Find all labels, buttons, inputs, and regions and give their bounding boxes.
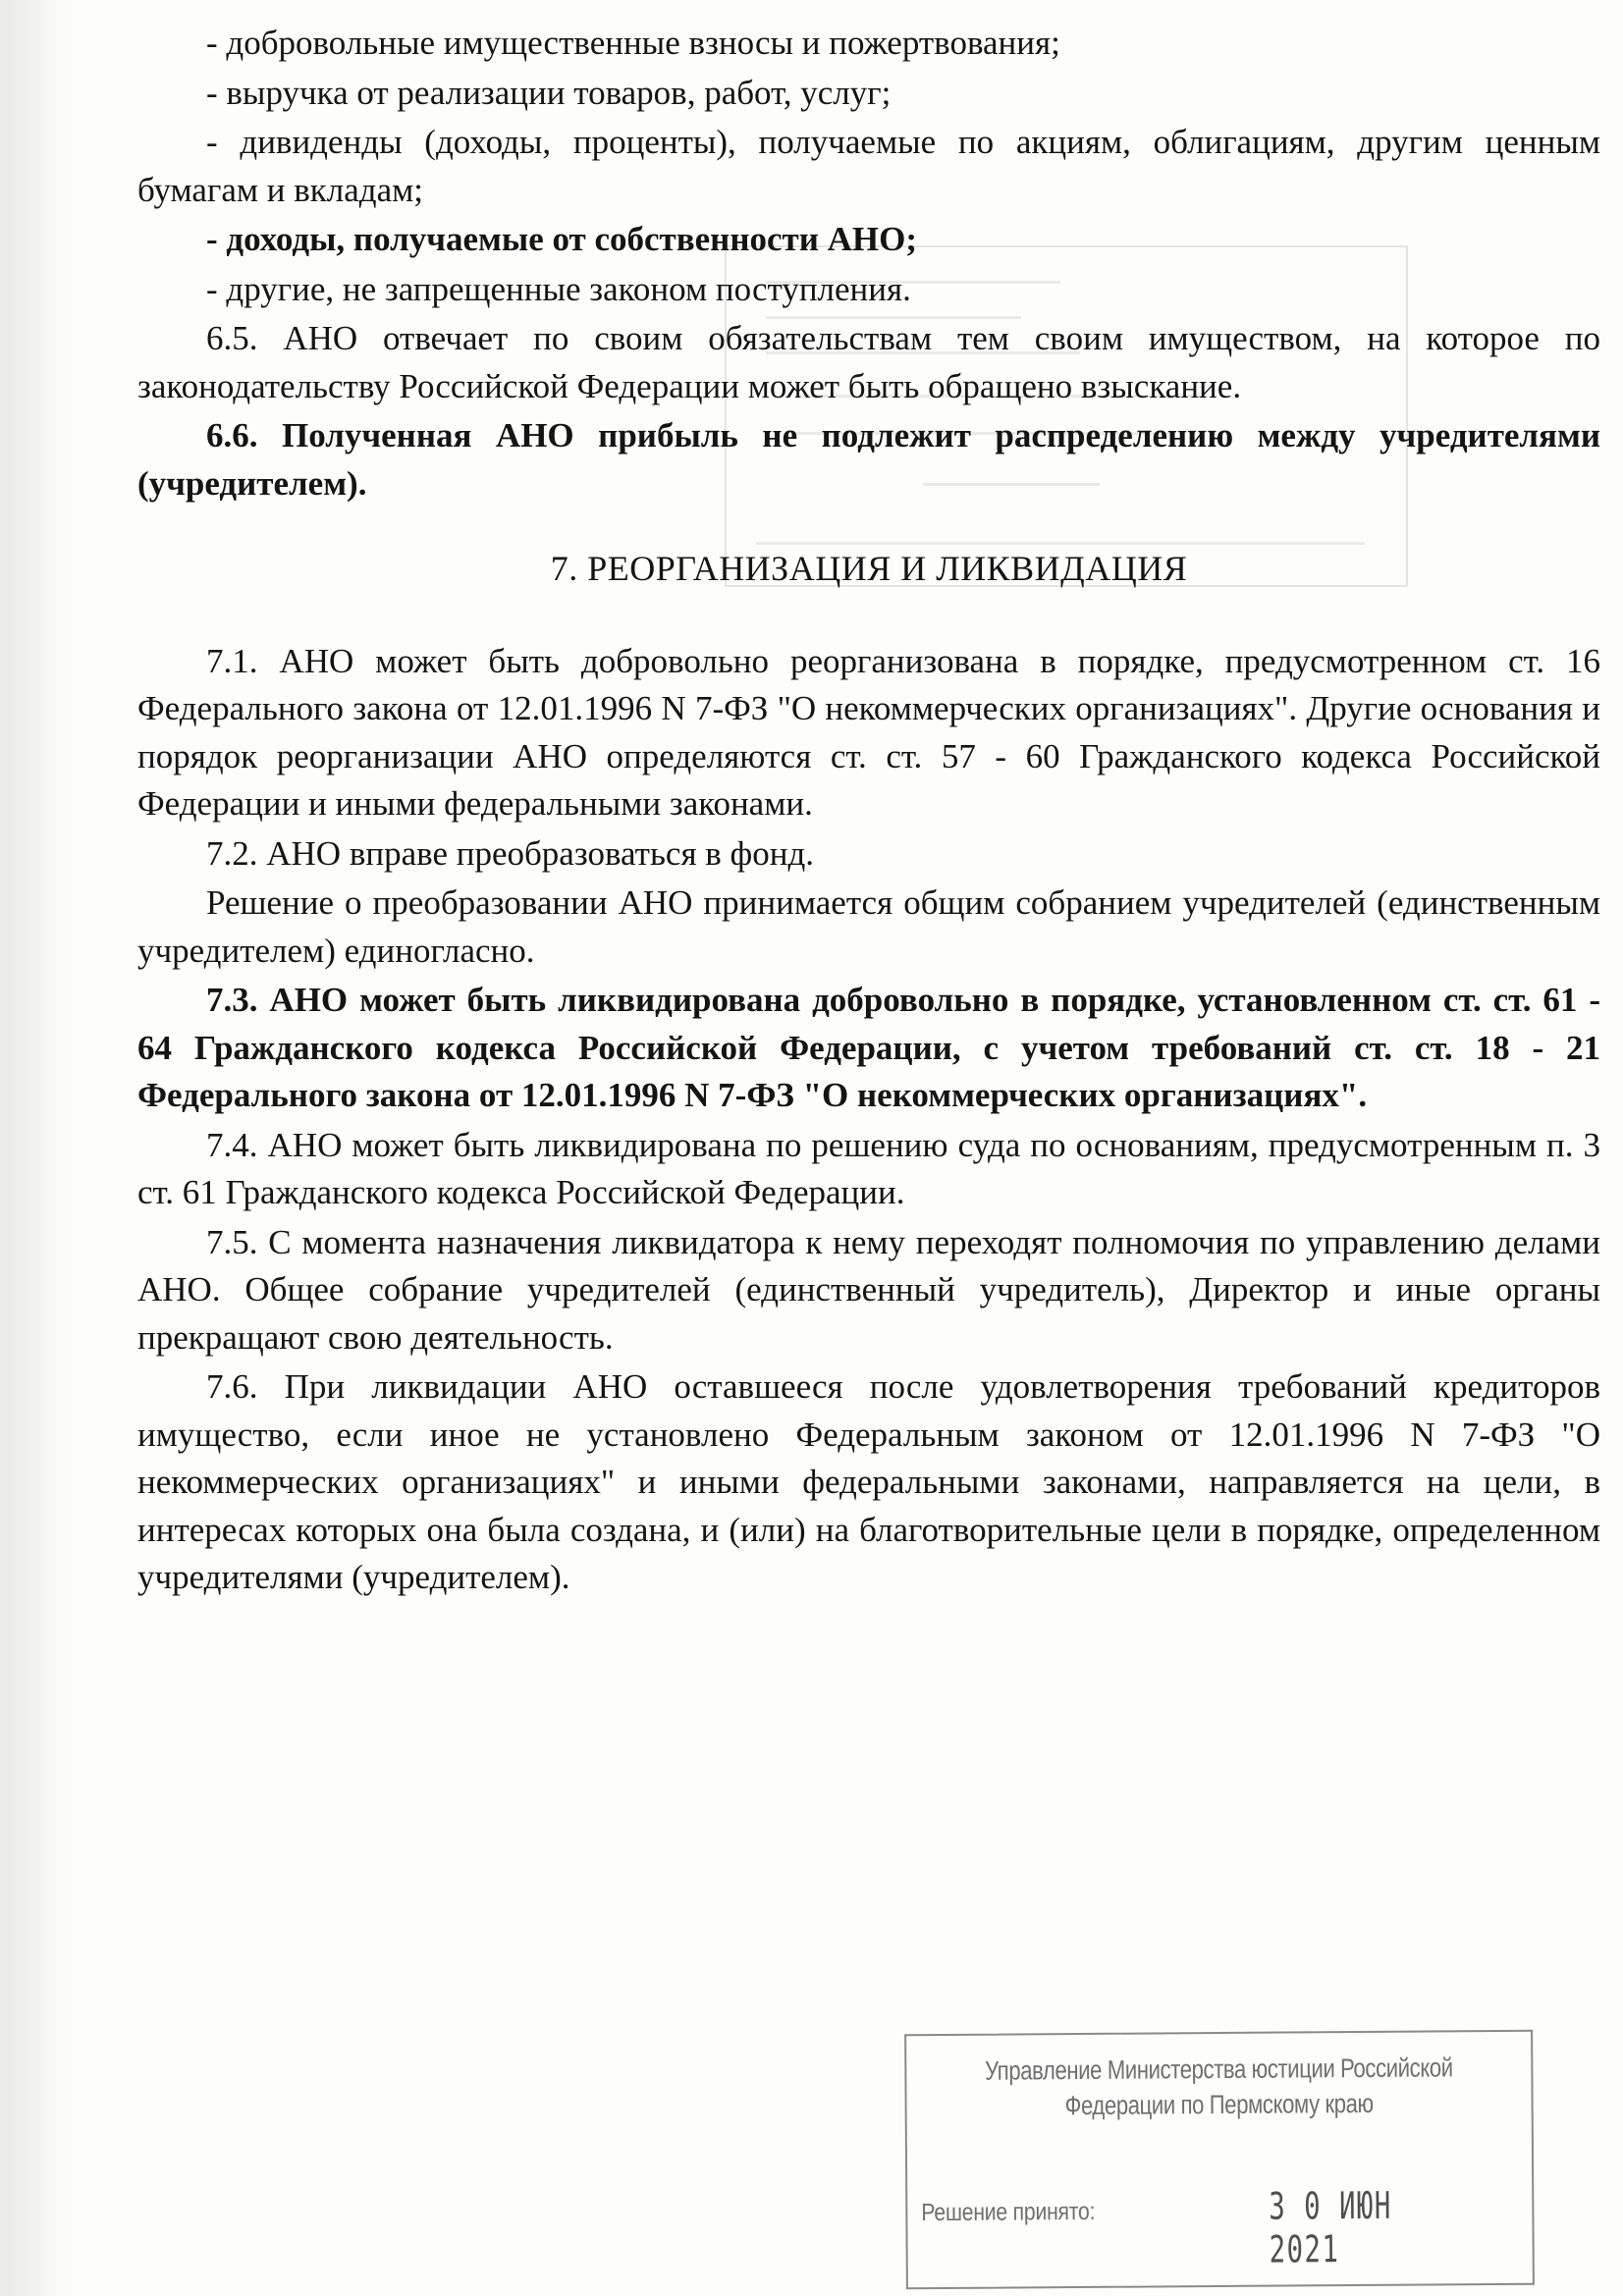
list-item-revenue: - выручка от реализации товаров, работ, услуг; <box>206 73 892 112</box>
clause-6-6: 6.6. Полученная АНО прибыль не подлежит распределению между учредителями (учредителем). <box>137 416 1600 503</box>
document-body <box>137 20 1600 1604</box>
registration-stamp <box>904 2030 1535 2289</box>
section-6-tail <box>137 20 1600 507</box>
clause-7-5: 7.5. С момента назначения ликвидатора к нему переходят полномочия по управлению делами АНО. Общее собрание учредителей (единственный учредитель), Директор и иные органы прекращают свою деятельность. <box>137 1222 1600 1357</box>
clause-7-2: 7.2. АНО вправе преобразоваться в фонд. <box>206 833 815 873</box>
list-item-other-income: - другие, не запрещенные законом поступления. <box>206 269 911 308</box>
stamp-authority-line-2: Федерации по Пермскому краю <box>1064 2088 1374 2121</box>
stamp-date: 3 0 ИЮН 2021 <box>1269 2183 1392 2271</box>
clause-7-6: 7.6. При ликвидации АНО оставшееся после удовлетворения требований кредиторов имущество, если иное не установлено Федеральным законом от 12.01.1996 N 7-ФЗ "О некоммерческих организациях" и иными федеральными законами, направляется на цели, в интересах которых она была создана, и (или) на благотворительные цели в порядке, определенном учредителями (учредителем). <box>137 1367 1600 1596</box>
list-item-donations: - добровольные имущественные взносы и пожертвования; <box>206 24 1060 62</box>
section-7 <box>137 638 1600 1602</box>
section-7-heading: 7. РЕОРГАНИЗАЦИЯ И ЛИКВИДАЦИЯ <box>550 549 1188 588</box>
stamp-authority <box>962 2050 1475 2124</box>
list-item-property-income: - доходы, получаемые от собственности АНО; <box>206 220 918 258</box>
clause-7-4: 7.4. АНО может быть ликвидирована по решению суда по основаниям, предусмотренным п. 3 ст. 61 Гражданского кодекса Российской Федерации. <box>137 1125 1600 1211</box>
clause-7-1: 7.1. АНО может быть добровольно реорганизована в порядке, предусмотренном ст. 16 Федерального закона от 12.01.1996 N 7-ФЗ "О некоммерческих организациях". Другие основания и порядок реорганизации АНО определяются ст. ст. 57 - 60 Гражданского кодекса Российской Федерации и иными федеральными законами. <box>137 641 1600 823</box>
clause-6-5: 6.5. АНО отвечает по своим обязательствам тем своим имуществом, на которое по законодательству Российской Федерации может быть обращено взыскание. <box>137 319 1600 405</box>
list-item-dividends: - дивиденды (доходы, проценты), получаемые по акциям, облигациям, другим ценным бумагам и вкладам; <box>137 123 1600 209</box>
clause-7-3: 7.3. АНО может быть ликвидирована добровольно в порядке, установленном ст. ст. 61 - 64 Гражданского кодекса Российской Федерации, с учетом требований ст. ст. 18 - 21 Федерального закона от 12.01.1996 N 7-ФЗ "О некоммерческих организациях". <box>137 981 1600 1114</box>
stamp-authority-line-1: Управление Министерства юстиции Российской <box>984 2053 1453 2086</box>
clause-7-2-decision: Решение о преобразовании АНО принимается общим собранием учредителей (единственным учредителем) единогласно. <box>137 883 1600 970</box>
scan-shadow-edge <box>0 0 73 2296</box>
stamp-decision-label: Решение принято: <box>921 2197 1096 2227</box>
